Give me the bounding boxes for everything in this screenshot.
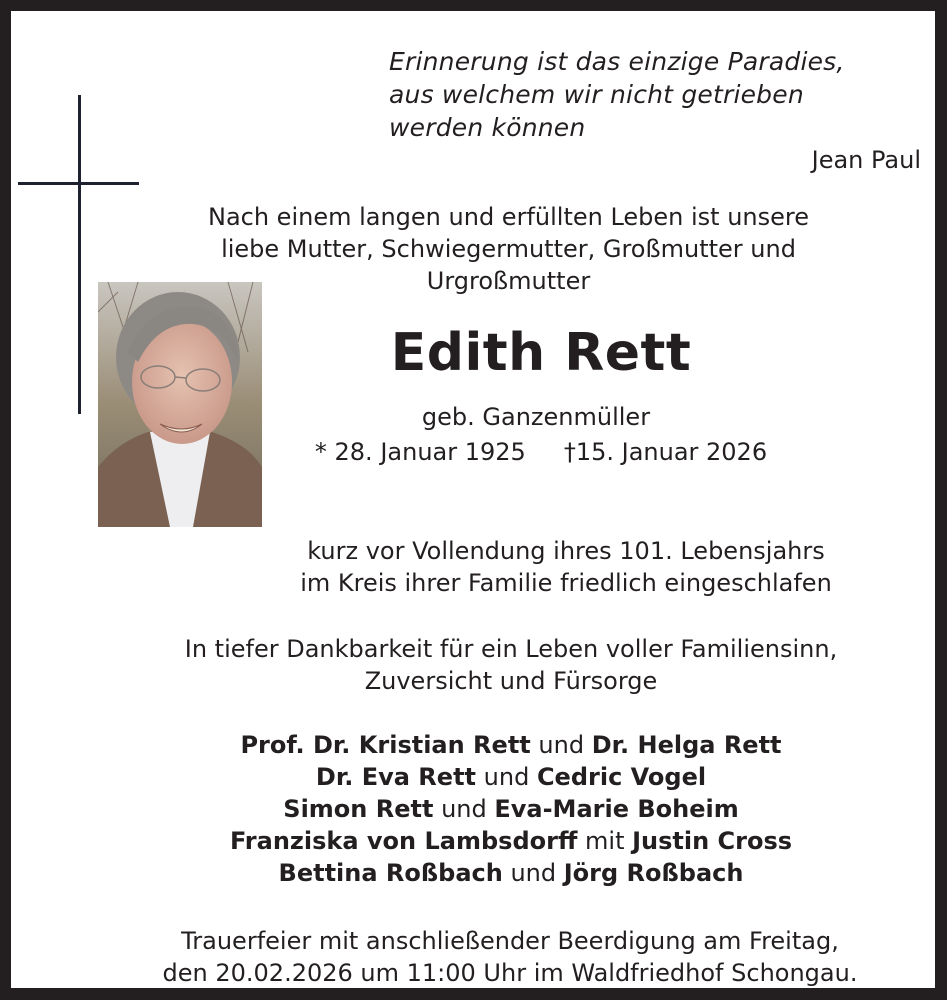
portrait-photo <box>98 282 262 527</box>
mourner-connector: und <box>530 731 592 759</box>
mourner-name: Cedric Vogel <box>536 763 707 791</box>
maiden-name: geb. Ganzenmüller <box>421 403 651 431</box>
quote-line: Erinnerung ist das einzige Paradies, <box>389 47 845 76</box>
mourner-name: Eva-Marie Boheim <box>494 795 739 823</box>
mourner-name: Jörg Roßbach <box>563 859 744 887</box>
obituary-notice <box>11 11 935 988</box>
mourner-connector: und <box>502 859 564 887</box>
mourners-list <box>101 729 921 889</box>
passing-text <box>211 535 921 599</box>
gratitude-text <box>101 633 921 697</box>
life-dates <box>261 438 821 466</box>
latin-cross-icon-crossbar <box>18 182 139 185</box>
mourner-row <box>101 857 921 889</box>
mourner-name: Dr. Helga Rett <box>591 731 782 759</box>
mourner-row <box>101 825 921 857</box>
birth-date: * 28. Januar 1925 <box>314 438 526 466</box>
intro-line: liebe Mutter, Schwiegermutter, Großmutter und <box>221 235 796 263</box>
latin-cross-icon <box>78 95 81 414</box>
quote-line: werden können <box>389 113 586 142</box>
quote-author: Jean Paul <box>811 146 921 174</box>
intro-line: Nach einem langen und erfüllten Leben ist unsere <box>207 203 810 231</box>
passing-line: kurz vor Vollendung ihres 101. Lebensjahrs <box>307 537 825 565</box>
funeral-line: Trauerfeier mit anschließender Beerdigung am Freitag, <box>181 927 839 955</box>
mourner-name: Simon Rett <box>283 795 434 823</box>
mourner-name: Justin Cross <box>632 827 793 855</box>
quote-line: aus welchem wir nicht getrieben <box>389 80 804 109</box>
mourner-name: Bettina Roßbach <box>278 859 503 887</box>
mourner-row <box>101 793 921 825</box>
mourner-name: Franziska von Lambsdorff <box>229 827 578 855</box>
funeral-line: den 20.02.2026 um 11:00 Uhr im Waldfriedhof Schongau. <box>162 959 858 987</box>
intro-line: Urgroßmutter <box>426 267 591 295</box>
gratitude-line: Zuversicht und Fürsorge <box>364 667 658 695</box>
mourner-row <box>101 729 921 761</box>
mourner-row <box>101 761 921 793</box>
mourner-name: Dr. Eva Rett <box>315 763 477 791</box>
death-date: †15. Januar 2026 <box>563 438 768 466</box>
mourner-connector: und <box>433 795 495 823</box>
passing-line: im Kreis ihrer Familie friedlich eingeschlafen <box>300 569 832 597</box>
mourner-name: Prof. Dr. Kristian Rett <box>240 731 531 759</box>
mourner-connector: mit <box>577 827 633 855</box>
deceased-name: Edith Rett <box>390 323 692 383</box>
funeral-info <box>91 925 929 989</box>
mourner-connector: und <box>476 763 537 791</box>
epigraph-quote <box>389 45 947 144</box>
gratitude-line: In tiefer Dankbarkeit für ein Leben voller Familiensinn, <box>184 635 838 663</box>
